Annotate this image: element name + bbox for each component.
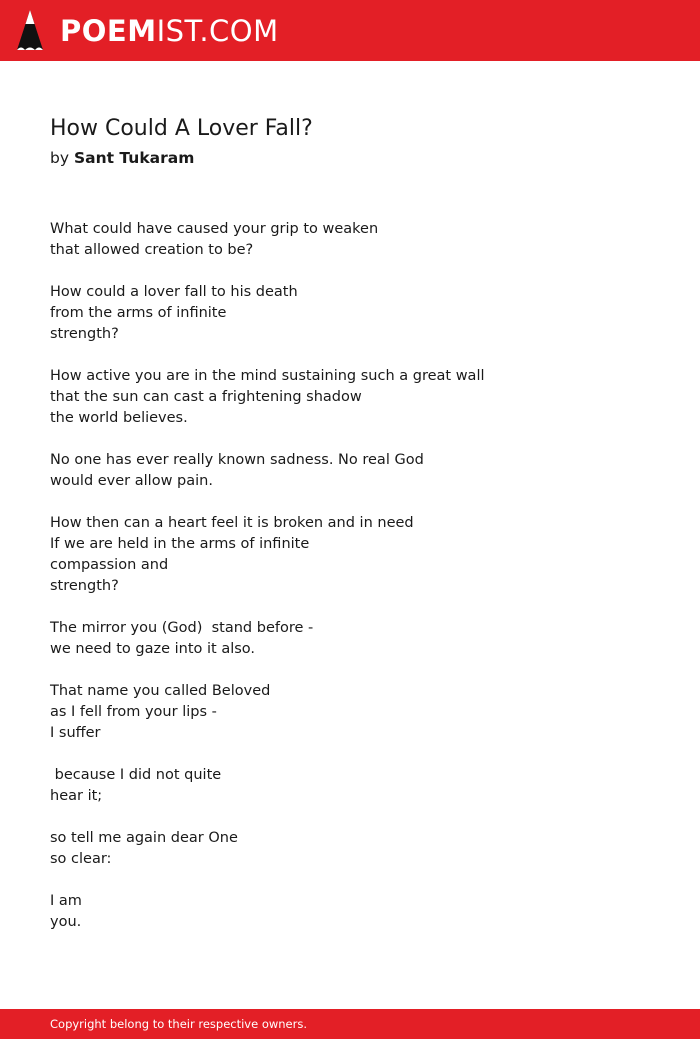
poem-line: the world believes. xyxy=(50,410,188,426)
poem-line: I am xyxy=(50,893,82,909)
poem-line: so clear: xyxy=(50,851,112,867)
stanza-break xyxy=(50,660,485,681)
poem-line: you. xyxy=(50,914,82,930)
poem-line: If we are held in the arms of infinite xyxy=(50,536,310,552)
stanza-break xyxy=(50,870,485,891)
poem-line: strength? xyxy=(50,326,119,342)
site-logo[interactable] xyxy=(14,8,279,54)
poem-line: compassion and xyxy=(50,557,169,573)
site-header xyxy=(0,0,700,61)
poem-line: we need to gaze into it also. xyxy=(50,641,256,657)
poem-line: How then can a heart feel it is broken and in need xyxy=(50,515,414,531)
poem-line: would ever allow pain. xyxy=(50,473,213,489)
poem-line: How could a lover fall to his death xyxy=(50,284,298,300)
poem-line: No one has ever really known sadness. No real God xyxy=(50,452,424,468)
poem-line: What could have caused your grip to weaken xyxy=(50,221,379,237)
logo-text-bold: POEM xyxy=(60,14,157,48)
stanza-break xyxy=(50,744,485,765)
poem-body xyxy=(50,219,485,933)
stanza-break xyxy=(50,345,485,366)
poem-line: strength? xyxy=(50,578,119,594)
stanza-break xyxy=(50,492,485,513)
stanza-break xyxy=(50,429,485,450)
poem-line: from the arms of infinite xyxy=(50,305,227,321)
copyright-notice: Copyright belong to their respective owners. xyxy=(50,1017,308,1031)
poem-title: How Could A Lover Fall? xyxy=(50,116,313,141)
poem-line: How active you are in the mind sustaining such a great wall xyxy=(50,368,485,384)
poem-line: as I fell from your lips - xyxy=(50,704,217,720)
logo-text-light: IST.COM xyxy=(156,14,279,48)
poem-line: that the sun can cast a frightening shadow xyxy=(50,389,362,405)
stanza-break xyxy=(50,807,485,828)
site-footer xyxy=(0,1009,700,1039)
pencil-icon xyxy=(14,8,46,54)
poem-line: that allowed creation to be? xyxy=(50,242,254,258)
byline-prefix: by xyxy=(50,149,70,167)
stanza-break xyxy=(50,261,485,282)
author-name[interactable]: Sant Tukaram xyxy=(73,149,195,167)
poem-line: so tell me again dear One xyxy=(50,830,238,846)
poem-byline xyxy=(50,149,194,167)
poem-line: I suffer xyxy=(50,725,101,741)
poem-line: The mirror you (God) stand before - xyxy=(50,620,314,636)
stanza-break xyxy=(50,597,485,618)
logo-wordmark xyxy=(60,14,279,48)
poem-line: because I did not quite xyxy=(50,767,222,783)
poem-line: That name you called Beloved xyxy=(50,683,271,699)
poem-line: hear it; xyxy=(50,788,103,804)
